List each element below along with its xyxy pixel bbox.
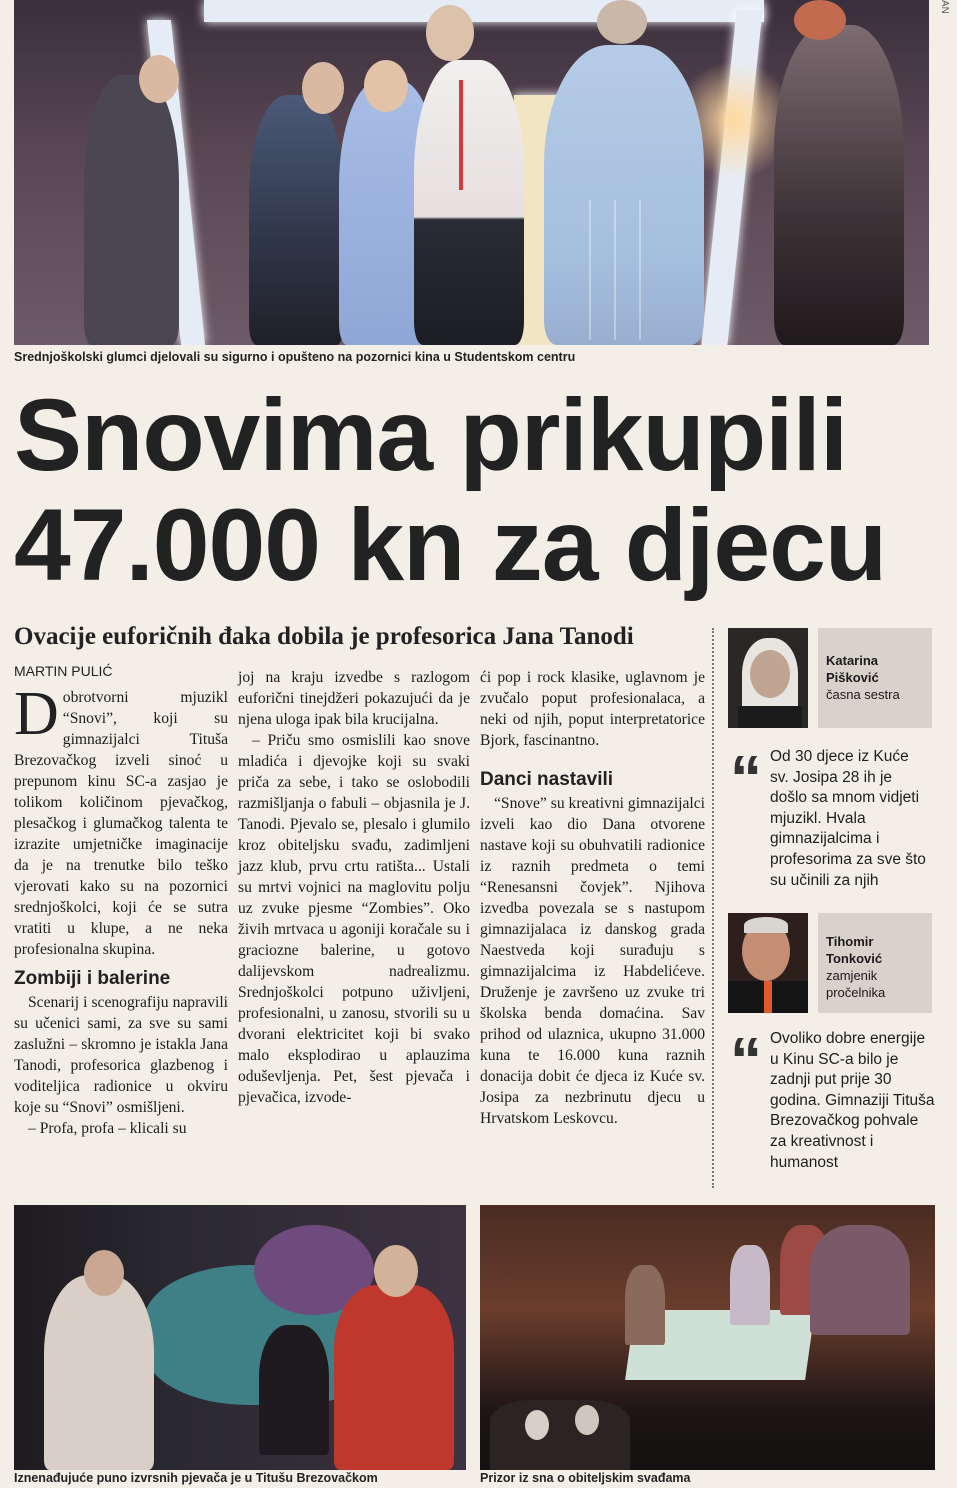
paragraph: “Snove” su kreativni gimnazijalci izveli kao dio Dana otvorene nastave koji su obuhvatili radionice iz raznih predmeta o temi “Renesansni čovjek”. Njihova izvedba povezala se s nastupom gimnazijalaca iz danskog grada Naestveda koji surađuju s gimnazijalcima iz Habdelićeve. Druženje je završeno uz zvuke tri školska benda domaćina. Sav prihod od ulaznica, ukupno 31.000 kuna te 16.000 kuna raznih donacija dobit će djeca iz Kuće sv. Josipa za nezbrinutu djecu u Hrvatskom Leskovcu. <box>480 795 705 1127</box>
shadow-figure <box>259 1325 329 1455</box>
paragraph-text: obrotvorni mjuzikl “Snovi”, koji su gimnazijalci Tituša Brezovačkog izveli sinoć u prepunom kinu SC-a zasjao je tolikom količinom pjevačkog, plesačkog i glumačkog talenta te izrazite umjetničke imaginacije da je na trenutke bilo teško vjerovati kako su na pozornici srednjoškolci, koji će se sutra vratiti u klupe, a ne neka profesionalna skupina. <box>14 689 228 958</box>
bottom-left-caption: Iznenađujuće puno izvrsnih pjevača je u Titušu Brezovačkom <box>14 1471 378 1485</box>
person-role: zamjenik <box>826 968 878 983</box>
singer-left-head <box>84 1250 124 1296</box>
bottom-right-photo <box>480 1205 935 1470</box>
audience-kid <box>525 1410 549 1440</box>
portrait-tihomir <box>728 913 808 1013</box>
performer-4 <box>414 60 524 345</box>
paragraph: – Profa, profa – klicali su <box>28 1120 187 1137</box>
quote-mark-icon: “ <box>730 1024 762 1096</box>
paragraph <box>14 680 228 960</box>
singer-right-coat <box>334 1285 454 1470</box>
performer-5 <box>544 45 704 345</box>
audience-kids <box>490 1400 630 1470</box>
audience-kid <box>575 1405 599 1435</box>
performer-1 <box>84 75 179 345</box>
dropcap: D <box>14 680 59 748</box>
subheadline: Ovacije euforičnih đaka dobila je profesorica Jana Tanodi <box>14 623 634 650</box>
performer-4-head <box>426 5 474 61</box>
hair <box>744 917 788 933</box>
skirt-pleat <box>589 200 591 340</box>
performer-2 <box>249 95 344 345</box>
collar <box>738 706 802 728</box>
byline: MARTIN PULIĆ <box>14 663 113 679</box>
person-last-name: Tonković <box>826 951 883 966</box>
actor-4 <box>810 1225 910 1335</box>
stage-frame-top <box>204 0 764 22</box>
performer-1-head <box>139 55 179 103</box>
skirt-pleat <box>614 200 616 340</box>
performer-6 <box>774 25 904 345</box>
quote-katarina: Od 30 djece iz Kuće sv. Josipa 28 ih je došlo sa mnom vidjeti mjuzikl. Hvala gimnazijalcima i profesorima za sve što su učinili za njih <box>770 748 926 889</box>
portrait-katarina <box>728 628 808 728</box>
singer-right-head <box>374 1245 418 1297</box>
article-column-3 <box>480 667 705 1187</box>
headline-line-1: Snovima prikupili <box>14 378 848 492</box>
paragraph: joj na kraju izvedbe s razlogom euforični tinejdžeri pokazujući da je njena uloga ipak bila krucijalna. <box>238 669 470 728</box>
bottom-left-photo <box>14 1205 466 1470</box>
bottom-right-caption: Prizor iz sna o obiteljskim svađama <box>480 1471 691 1485</box>
person-last-name: Pišković <box>826 670 879 685</box>
paragraph: Scenarij i scenografiju napravili su učenici sami, za sve su sami zaslužni – skromno je istakla Jana Tanodi, profesorica glazbenog i voditeljica radionice u okviru koje su “Snovi” osmišljeni. <box>14 994 228 1116</box>
tie <box>764 981 772 1013</box>
column-separator <box>712 628 714 1188</box>
red-tie <box>459 80 463 190</box>
paragraph: – Priču smo osmislili kao snove mladića i djevojke koji su svaki priča za sebe, i tako se oslobodili razmišljanja o fabuli – objasnila je J. Tanodi. Pjevalo se, plesalo i glumilo kroz obiteljsku svađu, zadimljeni jazz klub, prvu crtu ratišta... Ustali su mrtvi vojnici na maglovitu polju uz zvuke pjesme “Zombies”. Oko živih mrtvaca u agoniji koračale su i graciozne balerine, u gotovo dalijevskom nadrealizmu. Srednjoškolci potpuno uživljeni, profesionalni, u zanosu, stvorili su u dvorani elektricitet koji bi svako malo eksplodirao u aplauzima oduševljenja. Pet, šest pjevača i pjevačica, izvode- <box>238 732 470 1106</box>
actor-2 <box>730 1245 770 1325</box>
performer-3-head <box>364 60 408 112</box>
article-column-2 <box>238 667 470 1187</box>
face <box>750 650 790 698</box>
headline <box>14 380 929 600</box>
headline-line-2: 47.000 kn za djecu <box>14 488 887 602</box>
singer-left <box>44 1275 154 1470</box>
subhead-zombies: Zombiji i balerine <box>14 968 171 989</box>
quote-tihomir: Ovoliko dobre energije u Kinu SC-a bilo je zadnji put prije 30 godina. Gimnaziji Tituša Brezovačkog pohvale za kreativnost i humanost <box>770 1030 935 1171</box>
subhead-danci: Danci nastavili <box>480 769 614 790</box>
top-photo-caption: Srednjoškolski glumci djelovali su sigurno i opušteno na pozornici kina u Studentskom centru <box>14 350 576 364</box>
person-first-name: Katarina <box>826 653 879 668</box>
person-role: pročelnika <box>826 985 886 1000</box>
page-edge-label: AN <box>939 0 950 14</box>
article-column-1 <box>14 680 228 1187</box>
top-photo <box>14 0 929 345</box>
person-role: časna sestra <box>826 687 900 702</box>
skirt-pleat <box>639 200 641 340</box>
performer-6-head <box>794 0 846 40</box>
name-box-tihomir <box>818 913 932 1013</box>
paragraph: ći pop i rock klasike, uglavnom je zvučalo poput profesionalaca, a neki od njih, poput interpretatorice Bjork, fascinantno. <box>480 669 705 749</box>
actor-1 <box>625 1265 665 1345</box>
quote-mark-icon: “ <box>730 742 762 814</box>
performer-2-head <box>302 62 344 114</box>
name-box-katarina <box>818 628 932 728</box>
person-first-name: Tihomir <box>826 934 874 949</box>
performer-5-head <box>597 0 647 44</box>
